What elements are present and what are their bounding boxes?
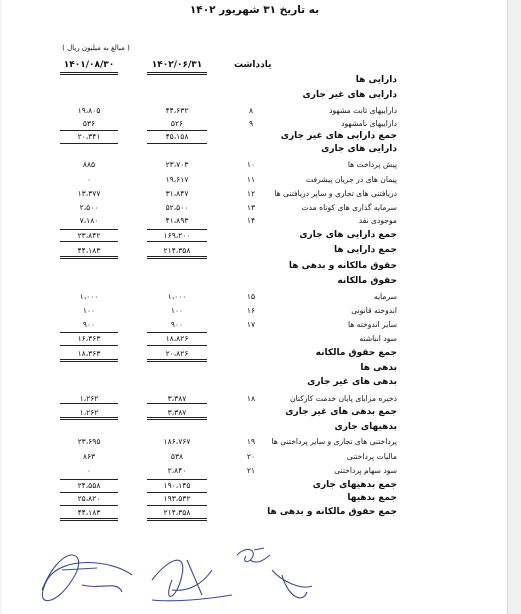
row-label: موجودی نقد — [358, 216, 397, 225]
row-note-number: ۹ — [248, 119, 254, 128]
total-rule — [60, 518, 118, 519]
section-row — [2, 421, 507, 434]
header-underline — [147, 72, 207, 73]
line-item-row — [2, 450, 507, 463]
row-label: دارایی های جاری — [321, 144, 397, 154]
line-item-row — [2, 464, 507, 477]
row-note-number: ۱۷ — [246, 320, 256, 329]
row-current-value: ۲۱۴،۳۵۸ — [163, 508, 191, 517]
row-prior-value: ۸۶۳ — [82, 452, 96, 461]
row-prior-value: ۷،۱۸۰ — [79, 216, 99, 225]
total-rule — [60, 229, 118, 230]
row-current-value: ۲۱۴،۳۵۸ — [163, 246, 191, 255]
header-underline — [60, 72, 118, 73]
row-current-value: ۲۳،۷۰۳ — [165, 160, 189, 169]
row-current-value: ۱۰۰ — [170, 306, 184, 315]
line-item-row — [2, 187, 507, 200]
row-current-value: ۵۲،۵۰۰ — [165, 203, 189, 212]
total-rule — [60, 130, 118, 131]
total-rule — [147, 241, 207, 242]
row-current-value: ۱۹۰،۱۴۵ — [163, 481, 191, 490]
row-current-value: ۱۸،۸۲۶ — [165, 334, 189, 343]
signature-3 — [237, 548, 270, 562]
row-label: اندوخته قانونی — [351, 306, 397, 315]
row-current-value: ۴۴،۶۳۲ — [165, 106, 189, 115]
row-label: مالیات پرداختنی — [346, 452, 397, 461]
row-current-value: ۱۹۳،۵۳۲ — [163, 494, 191, 503]
unit-note: ( مبالغ به میلیون ریال ) — [62, 44, 130, 52]
signature-2 — [152, 560, 232, 601]
row-label: دارایی ها — [355, 75, 397, 85]
row-prior-value: ۵۳۶ — [82, 119, 96, 128]
section-row — [2, 492, 507, 505]
row-note-number: ۲۱ — [246, 466, 256, 475]
row-current-value: ۹۰۰ — [170, 320, 184, 329]
row-note-number: ۱۸ — [246, 394, 256, 403]
line-item-row — [2, 318, 507, 331]
section-row — [2, 130, 507, 143]
total-rule — [147, 479, 207, 480]
signatures — [2, 520, 507, 614]
line-item-row — [2, 158, 507, 171]
row-label: بدهی های غیر جاری — [307, 377, 397, 387]
total-rule — [147, 332, 207, 333]
row-prior-value: ۲،۵۰۰ — [79, 203, 99, 212]
row-note-number: ۱۲ — [246, 189, 256, 198]
section-row — [2, 74, 507, 87]
row-label: جمع دارایی ها — [333, 245, 397, 255]
row-current-value: ۳،۳۸۷ — [167, 408, 187, 417]
row-label: جمع دارایی های غیر جاری — [280, 131, 397, 141]
row-prior-value: ۲۳،۸۴۲ — [77, 231, 101, 240]
row-label: دریافتنی های تجاری و سایر دریافتنی ها — [274, 189, 397, 198]
row-current-value: ۴۱،۸۹۳ — [165, 216, 189, 225]
total-rule — [147, 518, 207, 519]
row-label: جمع حقوق مالکانه — [315, 348, 397, 358]
row-label: بدهی ها — [360, 363, 397, 373]
row-prior-value: ۱۳،۳۷۷ — [77, 189, 101, 198]
total-rule — [60, 403, 118, 404]
row-prior-value: ۴۴،۱۸۳ — [77, 508, 101, 517]
section-row — [2, 260, 507, 273]
row-label: سود سهام پرداختنی — [334, 466, 397, 475]
row-label: بدهیهای جاری — [334, 422, 397, 432]
row-prior-value: ۱۰۰ — [82, 306, 96, 315]
line-item-row — [2, 435, 507, 448]
row-current-value: ۱۸۶،۷۶۷ — [163, 437, 191, 446]
total-rule — [60, 241, 118, 242]
total-rule — [60, 505, 118, 506]
line-item-row — [2, 104, 507, 117]
total-rule — [147, 417, 207, 418]
row-current-value: ۵۳۸ — [170, 452, 184, 461]
total-rule — [60, 143, 118, 144]
row-current-value: ۳۱،۸۴۷ — [165, 189, 189, 198]
header-note: یادداشت — [234, 60, 272, 70]
header-current-period: ۱۴۰۲/۰۶/۳۱ — [151, 60, 203, 70]
total-rule — [147, 361, 207, 362]
document-page — [2, 0, 507, 614]
row-prior-value: ۱۸،۳۶۳ — [77, 349, 101, 358]
statement-title: به تاریخ ۳۱ شهریور ۱۴۰۲ — [189, 4, 320, 16]
window-edge — [507, 0, 521, 614]
row-current-value: ۲،۸۴۰ — [167, 466, 187, 475]
row-note-number: ۱۰ — [246, 160, 256, 169]
total-rule — [147, 359, 207, 360]
total-rule — [60, 345, 118, 346]
line-item-row — [2, 304, 507, 317]
total-rule — [60, 417, 118, 418]
row-current-value: ۳،۳۸۷ — [167, 394, 187, 403]
row-note-number: ۱۳ — [246, 203, 256, 212]
total-rule — [147, 130, 207, 131]
total-rule — [60, 258, 118, 259]
total-rule — [60, 256, 118, 257]
row-label: حقوق مالکانه — [337, 276, 397, 286]
total-rule — [147, 419, 207, 420]
total-rule — [147, 492, 207, 493]
section-row — [2, 362, 507, 375]
row-label: سود انباشته — [359, 334, 397, 343]
total-rule — [60, 479, 118, 480]
row-prior-value: ۱،۰۰۰ — [79, 292, 99, 301]
total-rule — [60, 361, 118, 362]
section-row — [2, 479, 507, 492]
total-rule — [147, 505, 207, 506]
total-rule — [60, 332, 118, 333]
line-item-row — [2, 332, 507, 345]
row-prior-value: ۰ — [86, 175, 92, 184]
total-rule — [147, 345, 207, 346]
section-row — [2, 89, 507, 102]
total-rule — [60, 419, 118, 420]
row-label: جمع بدهیها — [347, 493, 397, 503]
row-prior-value: ۹۰۰ — [82, 320, 96, 329]
row-note-number: ۱۶ — [246, 306, 256, 315]
row-current-value: ۱۹،۶۱۷ — [165, 175, 189, 184]
row-prior-value: ۱،۲۶۲ — [79, 394, 99, 403]
row-prior-value: ۸۸۵ — [82, 160, 96, 169]
total-rule — [147, 143, 207, 144]
row-label: جمع بدهی های غیر جاری — [285, 407, 397, 417]
total-rule — [147, 403, 207, 404]
row-current-value: ۱۶۹،۲۰۰ — [163, 231, 191, 240]
row-label: داراییهای نامشهود — [341, 119, 397, 128]
row-prior-value: ۲۰،۳۴۱ — [77, 132, 101, 141]
total-rule — [147, 229, 207, 230]
row-label: پیش پرداخت ها — [347, 160, 397, 169]
total-rule — [147, 258, 207, 259]
row-label: حقوق مالکانه و بدهی ها — [288, 261, 397, 271]
row-prior-value: ۱۶،۳۶۳ — [77, 334, 101, 343]
total-rule — [147, 256, 207, 257]
row-label: جمع حقوق مالکانه و بدهی ها — [267, 507, 397, 517]
row-note-number: ۱۹ — [246, 437, 256, 446]
row-label: پیمان های در جریان پیشرفت — [306, 175, 397, 184]
line-item-row — [2, 214, 507, 227]
signature-1 — [42, 555, 132, 601]
section-row — [2, 376, 507, 389]
row-prior-value: ۲۵،۸۲۰ — [77, 494, 101, 503]
row-current-value: ۲۰،۸۲۶ — [165, 349, 189, 358]
row-prior-value: ۴۴،۱۸۳ — [77, 246, 101, 255]
row-prior-value: ۰ — [86, 466, 92, 475]
row-note-number: ۱۱ — [246, 175, 256, 184]
row-label: دارایی های غیر جاری — [302, 90, 397, 100]
row-current-value: ۵۲۶ — [170, 119, 184, 128]
row-label: جمع بدهیهای جاری — [312, 480, 397, 490]
signature-4 — [272, 570, 312, 598]
row-label: پرداختنی های تجاری و سایر پرداختنی ها — [271, 437, 397, 446]
header-prior-period: ۱۴۰۱/۰۸/۳۰ — [63, 60, 115, 70]
row-label: ذخیره مزایای پایان خدمت کارکنان — [290, 394, 397, 403]
line-item-row — [2, 201, 507, 214]
row-prior-value: ۲۳،۶۹۵ — [77, 437, 101, 446]
row-prior-value: ۱،۲۶۲ — [79, 408, 99, 417]
row-label: سرمایه — [373, 292, 397, 301]
row-current-value: ۴۵،۱۵۸ — [165, 132, 189, 141]
row-note-number: ۸ — [248, 106, 254, 115]
row-note-number: ۲۰ — [246, 452, 256, 461]
row-note-number: ۱۵ — [246, 292, 256, 301]
line-item-row — [2, 117, 507, 130]
total-rule — [60, 492, 118, 493]
row-prior-value: ۱۹،۸۰۵ — [77, 106, 101, 115]
row-prior-value: ۲۴،۵۵۸ — [77, 481, 101, 490]
row-label: سایر اندوخته ها — [347, 320, 397, 329]
row-label: داراییهای ثابت مشهود — [329, 106, 397, 115]
row-note-number: ۱۴ — [246, 216, 256, 225]
row-label: سرمایه گذاری های کوتاه مدت — [301, 203, 397, 212]
line-item-row — [2, 290, 507, 303]
section-row — [2, 143, 507, 156]
line-item-row — [2, 173, 507, 186]
total-rule — [60, 359, 118, 360]
row-label: جمع دارایی های جاری — [299, 230, 397, 240]
row-current-value: ۱،۰۰۰ — [167, 292, 187, 301]
section-row — [2, 275, 507, 288]
